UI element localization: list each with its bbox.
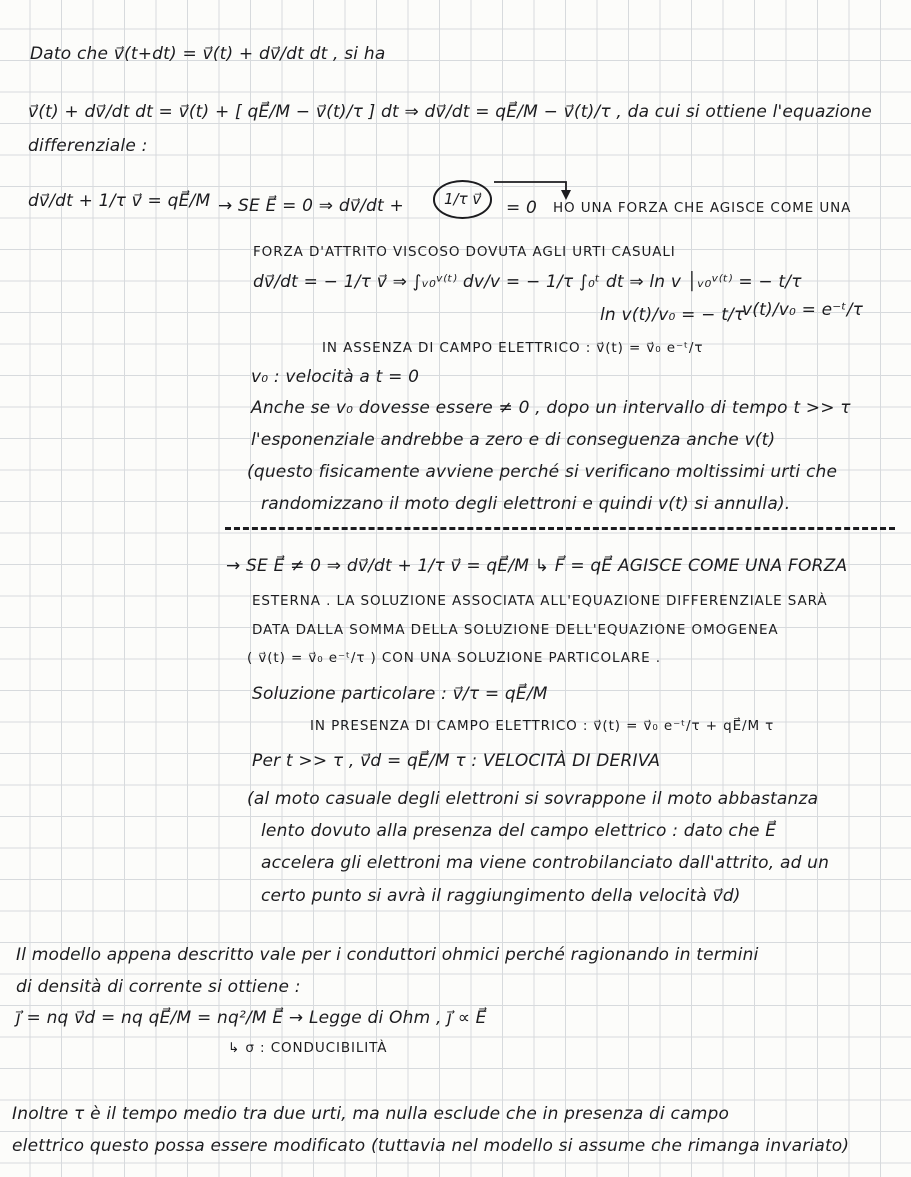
tau-note-1: Inoltre τ è il tempo medio tra due urti, ma nulla esclude che in presenza di campo [12,1104,730,1124]
drift-note-4: certo punto si avrà il raggiungimento della velocità v⃗d) [261,886,741,906]
exp-solution: v(t)/v₀ = e⁻ᵗ/τ [742,300,864,320]
decay-note-1: Anche se v₀ dovesse essere ≠ 0 , dopo un intervallo di tempo t >> τ [251,398,851,418]
decay-note-4: randomizzano il moto degli elettroni e quindi v(t) si annulla). [261,494,791,514]
separation-of-variables: dv⃗/dt = − 1/τ v⃗ ⇒ ∫ᵥ₀ᵛ⁽ᵗ⁾ dv/v = − 1/τ ∫₀ᵗ dt ⇒ ln v │ᵥ₀ᵛ⁽ᵗ⁾ = − t/τ [253,272,802,292]
general-solution-note-2: DATA DALLA SOMMA DELLA SOLUZIONE DELL'EQUAZIONE OMOGENEA [252,622,779,638]
zero-field-case: → SE E⃗ = 0 ⇒ dv⃗/dt + [218,196,404,216]
viscous-force-note-2: FORZA D'ATTRITO VISCOSO DOVUTA AGLI URTI CASUALI [253,244,676,260]
with-field-solution: IN PRESENZA DI CAMPO ELETTRICO : v⃗(t) = v⃗₀ e⁻ᵗ/τ + qE⃗/M τ [310,718,775,734]
expansion-equation-cont: differenziale : [28,136,148,156]
dashed-separator [225,527,895,530]
nonzero-field-case: → SE E⃗ ≠ 0 ⇒ dv⃗/dt + 1/τ v⃗ = qE⃗/M ↳ F⃗ = qE⃗ AGISCE COME UNA FORZA [226,556,848,576]
zero-field-rhs: = 0 [506,198,538,218]
drift-note-1: (al moto casuale degli elettroni si sovrappone il moto abbastanza [247,789,819,809]
ohmic-model-note-2: di densità di corrente si ottiene : [16,977,301,997]
conductivity-note: ↳ σ : CONDUCIBILITÀ [228,1040,388,1056]
particular-solution: Soluzione particolare : v⃗/τ = qE⃗/M [252,684,548,704]
expansion-equation: v⃗(t) + dv⃗/dt dt = v⃗(t) + [ qE⃗/M − v⃗(t)/τ ] dt ⇒ dv⃗/dt = qE⃗/M − v⃗(t)/τ , da cui si ottiene l'equazione [28,102,872,122]
viscous-force-note-1: HO UNA FORZA CHE AGISCE COME UNA [553,200,852,216]
tau-note-2: elettrico questo possa essere modificato (tuttavia nel modello si assume che rimanga invariato) [12,1136,850,1156]
connector-arrow-icon [492,168,578,202]
current-density-equation: j⃗ = nq v⃗d = nq qE⃗/M = nq²/M E⃗ → Legge di Ohm , j⃗ ∝ E⃗ [16,1008,487,1028]
decay-note-2: l'esponenziale andrebbe a zero e di conseguenza anche v(t) [251,430,776,450]
intro-line: Dato che v⃗(t+dt) = v⃗(t) + dv⃗/dt dt , si ha [30,44,386,64]
differential-equation: dv⃗/dt + 1/τ v⃗ = qE⃗/M [28,191,211,211]
log-solution: ln v(t)/v₀ = − t/τ [600,305,745,325]
decay-note-3: (questo fisicamente avviene perché si verificano moltissimi urti che [247,462,838,482]
general-solution-note-1: ESTERNA . LA SOLUZIONE ASSOCIATA ALL'EQUAZIONE DIFFERENZIALE SARÀ [252,593,828,609]
initial-velocity-note: v₀ : velocità a t = 0 [251,367,420,387]
no-field-solution: IN ASSENZA DI CAMPO ELETTRICO : v⃗(t) = v⃗₀ e⁻ᵗ/τ [322,340,704,356]
drift-note-2: lento dovuto alla presenza del campo elettrico : dato che E⃗ [261,821,777,841]
general-solution-note-3: ( v⃗(t) = v⃗₀ e⁻ᵗ/τ ) CON UNA SOLUZIONE PARTICOLARE . [247,650,661,666]
drift-note-3: accelera gli elettroni ma viene controbilanciato dall'attrito, ad un [261,853,830,873]
drift-velocity: Per t >> τ , v⃗d = qE⃗/M τ : VELOCITÀ DI DERIVA [252,751,661,771]
circled-friction-term: 1/τ v⃗ [433,180,492,219]
ohmic-model-note-1: Il modello appena descritto vale per i conduttori ohmici perché ragionando in termini [16,945,759,965]
